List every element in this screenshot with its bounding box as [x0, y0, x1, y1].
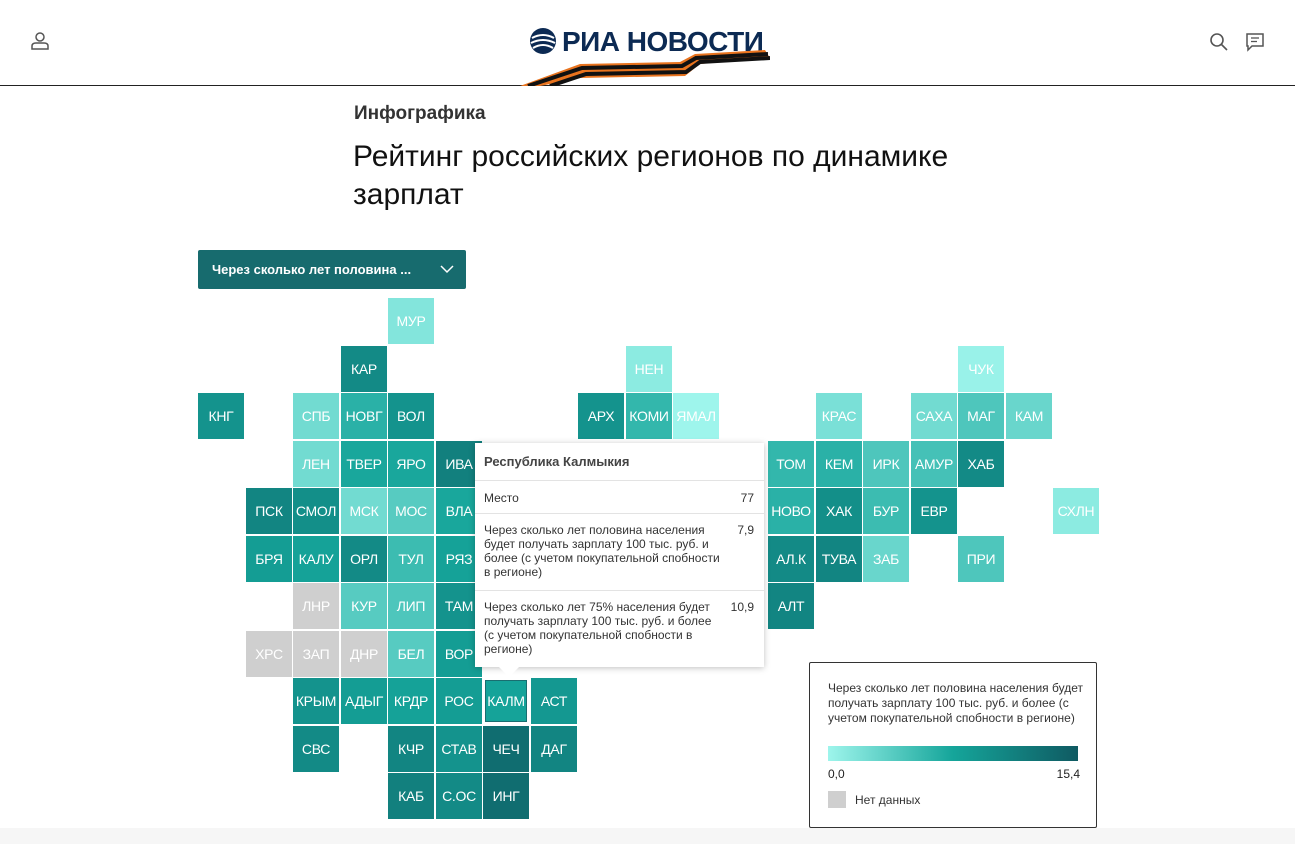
region-tile[interactable]: КАБ: [388, 773, 434, 819]
tooltip-row-75: [475, 590, 764, 668]
region-tile[interactable]: НОВГ: [341, 393, 387, 439]
region-tile[interactable]: КУР: [341, 583, 387, 629]
region-tile[interactable]: ХРС: [246, 631, 292, 677]
region-tile[interactable]: ЧУК: [958, 346, 1004, 392]
user-icon[interactable]: [30, 31, 50, 51]
legend-max-label: 15,4: [1056, 767, 1080, 781]
region-tile[interactable]: КАМ: [1006, 393, 1052, 439]
region-tile[interactable]: ВЛА: [436, 488, 482, 534]
region-tile[interactable]: ХАБ: [958, 441, 1004, 487]
region-tile[interactable]: НОВО: [768, 488, 814, 534]
region-tile[interactable]: ДАГ: [531, 726, 577, 772]
region-tile[interactable]: КАР: [341, 346, 387, 392]
region-tile[interactable]: ТВЕР: [341, 441, 387, 487]
region-tile[interactable]: БЕЛ: [388, 631, 434, 677]
region-tile[interactable]: ДНР: [341, 631, 387, 677]
region-tile[interactable]: МАГ: [958, 393, 1004, 439]
region-tile[interactable]: КРЫМ: [293, 678, 339, 724]
region-tile[interactable]: ЯРО: [388, 441, 434, 487]
tooltip-region-name: Республика Калмыкия: [484, 454, 630, 469]
region-tile[interactable]: КАЛМ: [483, 678, 529, 724]
region-tooltip: [475, 443, 764, 667]
region-tile[interactable]: МУР: [388, 298, 434, 344]
region-tile[interactable]: КОМИ: [626, 393, 672, 439]
tooltip-row-label: Через сколько лет 75% населения будет получать зарплату 100 тыс. руб. и более (с учетом покупательной спобности в регионе): [484, 600, 712, 656]
region-tile[interactable]: КАЛУ: [293, 536, 339, 582]
legend-nodata-swatch: [828, 791, 846, 808]
region-tile[interactable]: СТАВ: [436, 726, 482, 772]
tooltip-arrow: [499, 667, 519, 677]
region-tile[interactable]: ТАМ: [436, 583, 482, 629]
ria-logo[interactable]: [520, 20, 770, 86]
tooltip-row-label: Через сколько лет половина населения будет получать зарплату 100 тыс. руб. и более (с учетом покупательной спобности в регионе): [484, 523, 720, 579]
region-tile[interactable]: АЛ.К: [768, 536, 814, 582]
region-tile[interactable]: КРДР: [388, 678, 434, 724]
metric-select[interactable]: [198, 250, 466, 289]
region-tile[interactable]: ВОР: [436, 631, 482, 677]
region-tile[interactable]: ТУВА: [816, 536, 862, 582]
site-header: [0, 0, 1295, 86]
tooltip-row-half: [475, 513, 764, 591]
region-tile[interactable]: ОРЛ: [341, 536, 387, 582]
region-tile[interactable]: ТОМ: [768, 441, 814, 487]
region-tile[interactable]: РОС: [436, 678, 482, 724]
region-tile[interactable]: ВОЛ: [388, 393, 434, 439]
region-tile[interactable]: СПБ: [293, 393, 339, 439]
region-tile[interactable]: АМУР: [911, 441, 957, 487]
region-tile[interactable]: СВС: [293, 726, 339, 772]
region-tile[interactable]: ЯМАЛ: [673, 393, 719, 439]
region-tile[interactable]: ИРК: [863, 441, 909, 487]
region-tile[interactable]: МОС: [388, 488, 434, 534]
logo-text: РИА НОВОСТИ: [562, 26, 764, 57]
region-tile[interactable]: АЛТ: [768, 583, 814, 629]
page-title: Рейтинг российских регионов по динамике зарплат: [353, 140, 949, 211]
article-rubric[interactable]: Инфографика: [354, 103, 486, 124]
region-tile[interactable]: ЕВР: [911, 488, 957, 534]
legend-min-label: 0,0: [828, 767, 845, 781]
region-tile[interactable]: ПСК: [246, 488, 292, 534]
region-tile[interactable]: ЧЕЧ: [483, 726, 529, 772]
region-tile[interactable]: ИВА: [436, 441, 482, 487]
region-tile[interactable]: ИНГ: [483, 773, 529, 819]
tooltip-row-value: 10,9: [730, 600, 754, 614]
region-tile[interactable]: РЯЗ: [436, 536, 482, 582]
region-tile[interactable]: КЧР: [388, 726, 434, 772]
region-tile[interactable]: СМОЛ: [293, 488, 339, 534]
region-tile[interactable]: СХЛН: [1053, 488, 1099, 534]
region-tile[interactable]: АСТ: [531, 678, 577, 724]
region-tile[interactable]: САХА: [911, 393, 957, 439]
chevron-down-icon[interactable]: [439, 261, 455, 277]
region-tile[interactable]: ЗАБ: [863, 536, 909, 582]
tooltip-row-value: 7,9: [737, 523, 754, 537]
tooltip-row-label: Место: [484, 491, 519, 505]
region-tile[interactable]: ЛНР: [293, 583, 339, 629]
region-tile[interactable]: КРАС: [816, 393, 862, 439]
region-tile[interactable]: АДЫГ: [341, 678, 387, 724]
legend-title: Через сколько лет половина населения будет получать зарплату 100 тыс. руб. и более (с учетом покупательной спобности в регионе): [828, 681, 1083, 725]
region-tile[interactable]: НЕН: [626, 346, 672, 392]
tooltip-row-value: 77: [740, 491, 754, 505]
region-tile[interactable]: ТУЛ: [388, 536, 434, 582]
region-tile[interactable]: ХАК: [816, 488, 862, 534]
region-tile[interactable]: КЕМ: [816, 441, 862, 487]
color-legend: [809, 662, 1097, 828]
tooltip-row-rank: [475, 480, 764, 514]
region-tile[interactable]: КНГ: [198, 393, 244, 439]
region-tile[interactable]: ЛИП: [388, 583, 434, 629]
region-tile[interactable]: ЗАП: [293, 631, 339, 677]
region-tile[interactable]: БРЯ: [246, 536, 292, 582]
region-tile[interactable]: БУР: [863, 488, 909, 534]
region-tile[interactable]: ПРИ: [958, 536, 1004, 582]
region-tile[interactable]: С.ОС: [436, 773, 482, 819]
search-icon[interactable]: [1209, 32, 1229, 52]
ribbon-graphic: [520, 50, 770, 86]
legend-nodata-label: Нет данных: [855, 793, 921, 807]
metric-select-label: Через сколько лет половина ...: [212, 262, 412, 277]
region-tile[interactable]: МСК: [341, 488, 387, 534]
legend-gradient-bar: [828, 746, 1078, 761]
page-bottom-strip: [0, 828, 1295, 844]
region-tile[interactable]: АРХ: [578, 393, 624, 439]
region-tile[interactable]: ЛЕН: [293, 441, 339, 487]
comments-icon[interactable]: [1245, 32, 1265, 52]
